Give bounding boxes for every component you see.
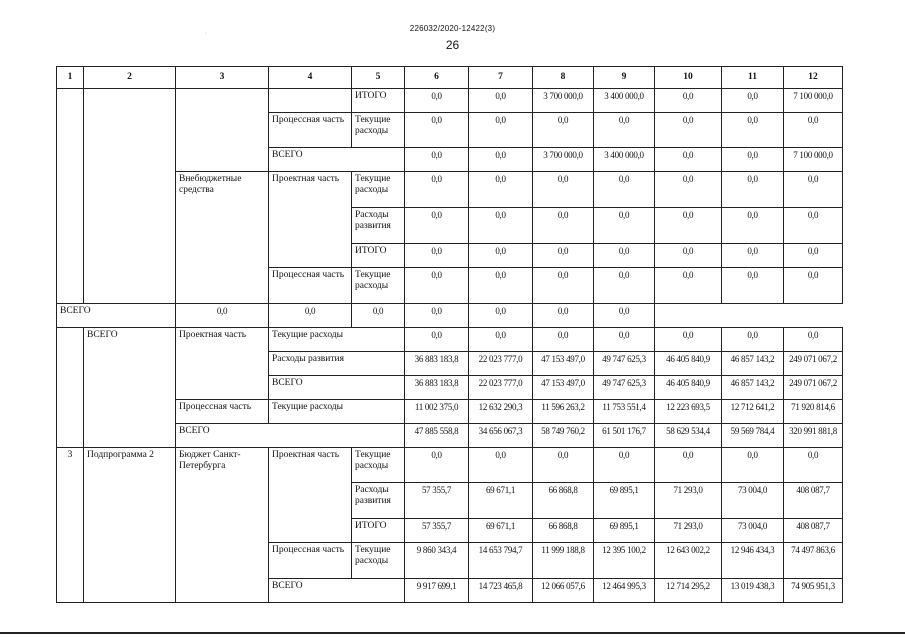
value-cell: 0,0: [722, 208, 784, 244]
column-header-7: 7: [469, 67, 533, 89]
label-cell: Расходы развития: [269, 352, 405, 376]
label-cell: Процессная часть: [269, 268, 352, 304]
value-cell: 408 087,7: [784, 519, 843, 543]
value-cell: 0,0: [469, 244, 533, 268]
value-cell: 66 868,8: [533, 483, 594, 519]
label-cell: Расходы развития: [352, 208, 405, 244]
column-header-1: 1: [57, 67, 84, 89]
value-cell: 46 857 143,2: [722, 376, 784, 400]
value-cell: 0,0: [655, 148, 722, 172]
label-cell: ВСЕГО: [57, 304, 176, 328]
value-cell: 0,0: [722, 172, 784, 208]
column-header-2: 2: [84, 67, 176, 89]
value-cell: 0,0: [722, 113, 784, 148]
label-cell: [84, 89, 176, 304]
value-cell: 47 885 558,8: [405, 424, 469, 448]
value-cell: 46 405 840,9: [655, 352, 722, 376]
label-cell: Бюджет Санкт-Петербурга: [176, 448, 269, 603]
column-header-9: 9: [594, 67, 655, 89]
value-cell: 61 501 176,7: [594, 424, 655, 448]
value-cell: 46 857 143,2: [722, 352, 784, 376]
column-header-6: 6: [405, 67, 469, 89]
value-cell: 0,0: [594, 304, 655, 328]
value-cell: 9 917 699,1: [405, 579, 469, 603]
value-cell: 12 464 995,3: [594, 579, 655, 603]
value-cell: 0,0: [594, 172, 655, 208]
value-cell: 12 632 290,3: [469, 400, 533, 424]
value-cell: 0,0: [405, 244, 469, 268]
column-header-10: 10: [655, 67, 722, 89]
value-cell: 71 920 814,6: [784, 400, 843, 424]
scan-bottom-edge: [0, 632, 905, 634]
label-cell: Текущие расходы: [352, 448, 405, 483]
value-cell: 0,0: [405, 208, 469, 244]
value-cell: 0,0: [784, 328, 843, 352]
value-cell: 69 895,1: [594, 483, 655, 519]
label-cell: [269, 89, 352, 113]
column-header-11: 11: [722, 67, 784, 89]
value-cell: 0,0: [533, 208, 594, 244]
label-cell: ВСЕГО: [269, 148, 405, 172]
value-cell: 0,0: [594, 268, 655, 304]
value-cell: 0,0: [269, 304, 352, 328]
value-cell: 0,0: [722, 89, 784, 113]
label-cell: ВСЕГО: [269, 579, 405, 603]
value-cell: 22 023 777,0: [469, 376, 533, 400]
value-cell: 0,0: [784, 172, 843, 208]
page-number: 26: [445, 38, 460, 52]
label-cell: Текущие расходы: [352, 172, 405, 208]
value-cell: 0,0: [655, 172, 722, 208]
value-cell: 3 700 000,0: [533, 89, 594, 113]
value-cell: 3 400 000,0: [594, 148, 655, 172]
table-row: [57, 328, 843, 352]
value-cell: 0,0: [655, 208, 722, 244]
value-cell: 0,0: [405, 268, 469, 304]
value-cell: 0,0: [405, 172, 469, 208]
label-cell: Проектная часть: [269, 172, 352, 268]
value-cell: 3 700 000,0: [533, 148, 594, 172]
label-cell: ИТОГО: [352, 89, 405, 113]
value-cell: 0,0: [533, 268, 594, 304]
label-cell: Подпрограмма 2: [84, 448, 176, 603]
value-cell: 58 629 534,4: [655, 424, 722, 448]
value-cell: 11 753 551,4: [594, 400, 655, 424]
document-registration-number: 226032/2020-12422(3): [409, 24, 496, 33]
label-cell: Расходы развития: [352, 483, 405, 519]
value-cell: 7 100 000,0: [784, 148, 843, 172]
label-cell: [57, 328, 84, 448]
value-cell: 7 100 000,0: [784, 89, 843, 113]
value-cell: 0,0: [784, 448, 843, 483]
value-cell: 74 905 951,3: [784, 579, 843, 603]
value-cell: 0,0: [176, 304, 269, 328]
value-cell: 320 991 881,8: [784, 424, 843, 448]
value-cell: 0,0: [405, 448, 469, 483]
value-cell: 11 999 188,8: [533, 543, 594, 579]
value-cell: 0,0: [655, 448, 722, 483]
value-cell: 0,0: [533, 328, 594, 352]
table-header-row: [57, 67, 843, 89]
value-cell: 49 747 625,3: [594, 352, 655, 376]
value-cell: 58 749 760,2: [533, 424, 594, 448]
label-cell: Текущие расходы: [352, 113, 405, 148]
label-cell: Текущие расходы: [269, 400, 405, 424]
value-cell: 73 004,0: [722, 519, 784, 543]
value-cell: 11 596 263,2: [533, 400, 594, 424]
column-header-12: 12: [784, 67, 843, 89]
value-cell: 12 712 641,2: [722, 400, 784, 424]
value-cell: 34 656 067,3: [469, 424, 533, 448]
value-cell: 0,0: [594, 113, 655, 148]
column-header-8: 8: [533, 67, 594, 89]
label-cell: ВСЕГО: [269, 376, 405, 400]
value-cell: 0,0: [469, 89, 533, 113]
value-cell: 0,0: [722, 268, 784, 304]
value-cell: 0,0: [469, 148, 533, 172]
value-cell: 12 223 693,5: [655, 400, 722, 424]
value-cell: 73 004,0: [722, 483, 784, 519]
label-cell: ИТОГО: [352, 244, 405, 268]
value-cell: 0,0: [469, 304, 533, 328]
table-row: [57, 304, 843, 328]
value-cell: 47 153 497,0: [533, 352, 594, 376]
value-cell: 0,0: [533, 172, 594, 208]
label-cell: [57, 89, 84, 304]
table-row: [57, 448, 843, 483]
value-cell: 69 671,1: [469, 483, 533, 519]
value-cell: 71 293,0: [655, 483, 722, 519]
value-cell: 0,0: [533, 448, 594, 483]
label-cell: Процессная часть: [269, 113, 352, 148]
value-cell: 3 400 000,0: [594, 89, 655, 113]
value-cell: 57 355,7: [405, 519, 469, 543]
value-cell: 0,0: [655, 268, 722, 304]
value-cell: 0,0: [405, 328, 469, 352]
value-cell: 0,0: [594, 208, 655, 244]
value-cell: 12 066 057,6: [533, 579, 594, 603]
value-cell: 22 023 777,0: [469, 352, 533, 376]
value-cell: 11 002 375,0: [405, 400, 469, 424]
value-cell: 0,0: [469, 328, 533, 352]
value-cell: 0,0: [655, 328, 722, 352]
value-cell: 66 868,8: [533, 519, 594, 543]
budget-table: [56, 66, 843, 603]
value-cell: 69 671,1: [469, 519, 533, 543]
budget-table-body: [57, 67, 843, 603]
label-cell: Текущие расходы: [269, 328, 405, 352]
label-cell: ВСЕГО: [176, 424, 405, 448]
value-cell: 12 395 100,2: [594, 543, 655, 579]
value-cell: 0,0: [533, 304, 594, 328]
value-cell: 0,0: [469, 448, 533, 483]
value-cell: 0,0: [594, 328, 655, 352]
value-cell: 0,0: [722, 148, 784, 172]
value-cell: 0,0: [784, 208, 843, 244]
value-cell: 0,0: [784, 113, 843, 148]
value-cell: 0,0: [533, 113, 594, 148]
value-cell: 49 747 625,3: [594, 376, 655, 400]
label-cell: Проектная часть: [176, 328, 269, 400]
value-cell: 0,0: [405, 113, 469, 148]
value-cell: 47 153 497,0: [533, 376, 594, 400]
label-cell: ВСЕГО: [84, 328, 176, 448]
value-cell: 36 883 183,8: [405, 376, 469, 400]
label-cell: 3: [57, 448, 84, 603]
scan-speck: ·: [205, 31, 207, 37]
value-cell: 0,0: [722, 448, 784, 483]
value-cell: 0,0: [469, 172, 533, 208]
label-cell: Процессная часть: [269, 543, 352, 579]
label-cell: Текущие расходы: [352, 268, 405, 304]
table-row: [57, 89, 843, 113]
value-cell: 0,0: [533, 244, 594, 268]
value-cell: 12 946 434,3: [722, 543, 784, 579]
value-cell: 0,0: [784, 268, 843, 304]
value-cell: 0,0: [655, 113, 722, 148]
value-cell: 9 860 343,4: [405, 543, 469, 579]
value-cell: 74 497 863,6: [784, 543, 843, 579]
value-cell: 57 355,7: [405, 483, 469, 519]
value-cell: 0,0: [655, 244, 722, 268]
value-cell: 13 019 438,3: [722, 579, 784, 603]
column-header-3: 3: [176, 67, 269, 89]
value-cell: 12 714 295,2: [655, 579, 722, 603]
value-cell: 0,0: [655, 89, 722, 113]
value-cell: 0,0: [405, 148, 469, 172]
value-cell: 249 071 067,2: [784, 376, 843, 400]
value-cell: 36 883 183,8: [405, 352, 469, 376]
value-cell: 0,0: [469, 208, 533, 244]
label-cell: Текущие расходы: [352, 543, 405, 579]
value-cell: 69 895,1: [594, 519, 655, 543]
value-cell: 0,0: [594, 448, 655, 483]
value-cell: 14 653 794,7: [469, 543, 533, 579]
label-cell: Проектная часть: [269, 448, 352, 543]
value-cell: 12 643 002,2: [655, 543, 722, 579]
value-cell: 0,0: [352, 304, 405, 328]
value-cell: 0,0: [469, 113, 533, 148]
value-cell: 0,0: [469, 268, 533, 304]
value-cell: 0,0: [784, 244, 843, 268]
value-cell: 0,0: [722, 328, 784, 352]
column-header-4: 4: [269, 67, 352, 89]
value-cell: 71 293,0: [655, 519, 722, 543]
value-cell: 46 405 840,9: [655, 376, 722, 400]
value-cell: 408 087,7: [784, 483, 843, 519]
value-cell: 0,0: [722, 244, 784, 268]
value-cell: 0,0: [594, 244, 655, 268]
value-cell: 0,0: [405, 89, 469, 113]
label-cell: [176, 89, 269, 172]
label-cell: Процессная часть: [176, 400, 269, 424]
label-cell: ИТОГО: [352, 519, 405, 543]
value-cell: 59 569 784,4: [722, 424, 784, 448]
label-cell: Внебюджетные средства: [176, 172, 269, 304]
value-cell: 249 071 067,2: [784, 352, 843, 376]
column-header-5: 5: [352, 67, 405, 89]
value-cell: 0,0: [405, 304, 469, 328]
value-cell: 14 723 465,8: [469, 579, 533, 603]
